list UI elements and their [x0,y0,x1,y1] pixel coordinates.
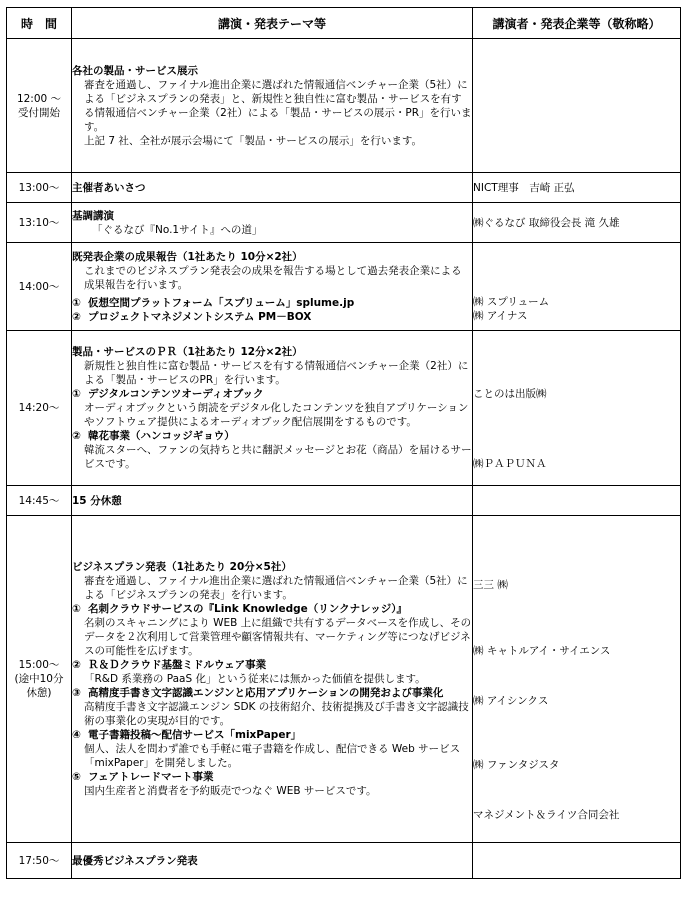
speaker-name: ㈱ スプリューム [473,295,550,308]
theme-cell [72,843,473,879]
list-item [72,296,472,310]
session-body: 審査を通過し、ファイナル進出企業に選ばれた情報通信ベンチャー企業（5社）による「ビジネスプランの発表」と、新規性と独自性に富む製品・サービスを有する情報通信ベンチャー企業（2社）による「製品・サービスの展示・PR」を行います。 [84,78,472,133]
item-title: フェアトレードマート事業 [88,771,214,783]
schedule-row-results [7,243,681,331]
list-item [72,770,472,784]
speaker-name: ㈱ ファンタジスタ [473,759,560,771]
speaker-cell [473,843,681,879]
item-number: ② [72,430,81,442]
header-theme: 講演・発表テーマ等 [72,8,473,39]
session-title: 最優秀ビジネスプラン発表 [72,854,198,867]
header-speaker: 講演者・発表企業等（敬称略） [473,8,681,39]
item-number: ② [72,659,81,671]
item-title: デジタルコンテンツオーディオブック [88,388,264,400]
theme-cell [72,203,473,243]
speaker-name: 三三 ㈱ [473,579,508,591]
theme-cell [72,516,473,843]
session-title: 15 分休憩 [72,494,122,507]
time-cell: 13:10～ [7,203,72,243]
theme-cell [72,39,473,173]
schedule-row-award [7,843,681,879]
list-item [72,658,472,672]
speaker-name: ㈱ アイシンクス [473,695,549,707]
item-number: ③ [72,687,81,699]
item-number: ⑤ [72,771,81,783]
theme-cell [72,173,473,203]
speaker-cell [473,331,681,486]
session-title: 製品・サービスのＰＲ（1社あたり 12分×2社） [72,346,303,358]
speaker-name: マネジメント＆ライツ合同会社 [473,809,620,821]
schedule-row-keynote [7,203,681,243]
header-time: 時 間 [7,8,72,39]
session-body: 審査を通過し、ファイナル進出企業に選ばれた情報通信ベンチャー企業（5社）による「ビジネスプランの発表」を行います。 [84,575,468,601]
keynote-subtitle: 「ぐるなび『No.1サイト』への道」 [92,223,263,236]
speaker-cell [473,486,681,516]
list-item [72,429,472,443]
session-body: これまでのビジネスプラン発表会の成果を報告する場として過去発表企業による成果報告を行います。 [84,264,462,291]
time-line: 12:00 ～ [16,92,62,105]
schedule-table [6,7,681,879]
item-title: 電子書籍投稿～配信サービス「mixPaper」 [88,729,302,741]
time-cell [7,516,72,843]
time-cell: 14:45～ [7,486,72,516]
item-title: 仮想空間プラットフォーム「スプリューム」splume.jp [88,296,355,309]
item-desc: 高精度手書き文字認識エンジン SDK の技術紹介、技術提携及び手書き文字認識技術の事業化の実現が目的です。 [84,701,469,727]
session-body: 上記 7 社、全社が展示会場にて「製品・サービスの展示」を行います。 [84,134,423,147]
speaker-cell [473,39,681,173]
speaker-cell: ㈱ぐるなび 取締役会長 滝 久雄 [473,203,681,243]
item-title: 韓花事業（ハンコッジギョウ） [88,430,235,442]
time-line: 15:00～ [18,659,60,671]
session-title: 既発表企業の成果報告（1社あたり 10分×2社） [72,250,303,263]
time-line: (途中10分 [14,673,64,685]
time-line: 休憩) [26,687,52,699]
schedule-row-break [7,486,681,516]
theme-cell [72,331,473,486]
theme-cell [72,486,473,516]
speaker-name: ㈱ キャトルアイ・サイエンス [473,645,611,657]
schedule-row-greeting [7,173,681,203]
theme-cell [72,243,473,331]
session-title: 基調講演 [72,209,114,222]
item-desc: 名刺のスキャニングにより WEB 上に組織で共有するデータベースを作成し、そのデータを２次利用して営業管理や顧客情報共有、マーケティング等につなげビジネスの可能性を広げます。 [84,617,472,657]
session-title: 各社の製品・サービス展示 [72,64,198,77]
time-cell: 17:50～ [7,843,72,879]
item-title: プロジェクトマネジメントシステム PM－BOX [88,310,312,323]
item-desc: 国内生産者と消費者を予約販売でつなぐ WEB サービスです。 [84,785,377,797]
session-title: ビジネスプラン発表（1社あたり 20分×5社） [72,561,292,573]
item-number: ② [72,310,81,323]
item-number: ① [72,603,81,615]
time-cell: 14:20～ [7,331,72,486]
item-desc: オーディオブックという朗読をデジタル化したコンテンツを独自アプリケーションやソフトウェア提供によるオーディオブック配信展開をするものです。 [84,402,469,428]
schedule-row-exhibition [7,39,681,173]
time-cell: 13:00～ [7,173,72,203]
list-item [72,728,472,742]
item-number: ① [72,296,81,309]
speaker-name: ㈱ＰＡＰＵＮＡ [473,458,547,470]
item-number: ④ [72,729,81,741]
list-item [72,686,472,700]
list-item [72,387,472,401]
session-body: 新規性と独自性に富む製品・サービスを有する情報通信ベンチャー企業（2社）による「製品・サービスのPR」を行います。 [84,360,469,386]
schedule-row-pr [7,331,681,486]
item-desc: 韓流スターへ、ファンの気持ちと共に翻訳メッセージとお花（商品）を届けるサービスです。 [84,444,472,470]
list-item [72,602,472,616]
list-item [72,310,472,324]
header-row [7,8,681,39]
speaker-cell: NICT理事 吉崎 正弘 [473,173,681,203]
speaker-name: ㈱ アイナス [473,309,528,322]
item-desc: 個人、法人を問わず誰でも手軽に電子書籍を作成し、配信できる Web サービス「mixPaper」を開発しました。 [84,743,461,769]
schedule-row-business-plan [7,516,681,843]
time-cell [7,39,72,173]
item-title: 高精度手書き文字認識エンジンと応用アプリケーションの開発および事業化 [88,687,444,699]
item-title: Ｒ＆Ｄクラウド基盤ミドルウェア事業 [88,659,267,671]
time-line: 受付開始 [18,106,60,119]
item-desc: 「R&D 系業務の PaaS 化」という従来には無かった価値を提供します。 [84,673,426,685]
time-cell: 14:00～ [7,243,72,331]
item-title: 名刺クラウドサービスの『Link Knowledge（リンクナレッジ）』 [88,603,408,615]
speaker-cell [473,516,681,843]
speaker-name: ことのは出版㈱ [473,388,547,400]
speaker-cell [473,243,681,331]
session-title: 主催者あいさつ [72,181,146,194]
item-number: ① [72,388,81,400]
